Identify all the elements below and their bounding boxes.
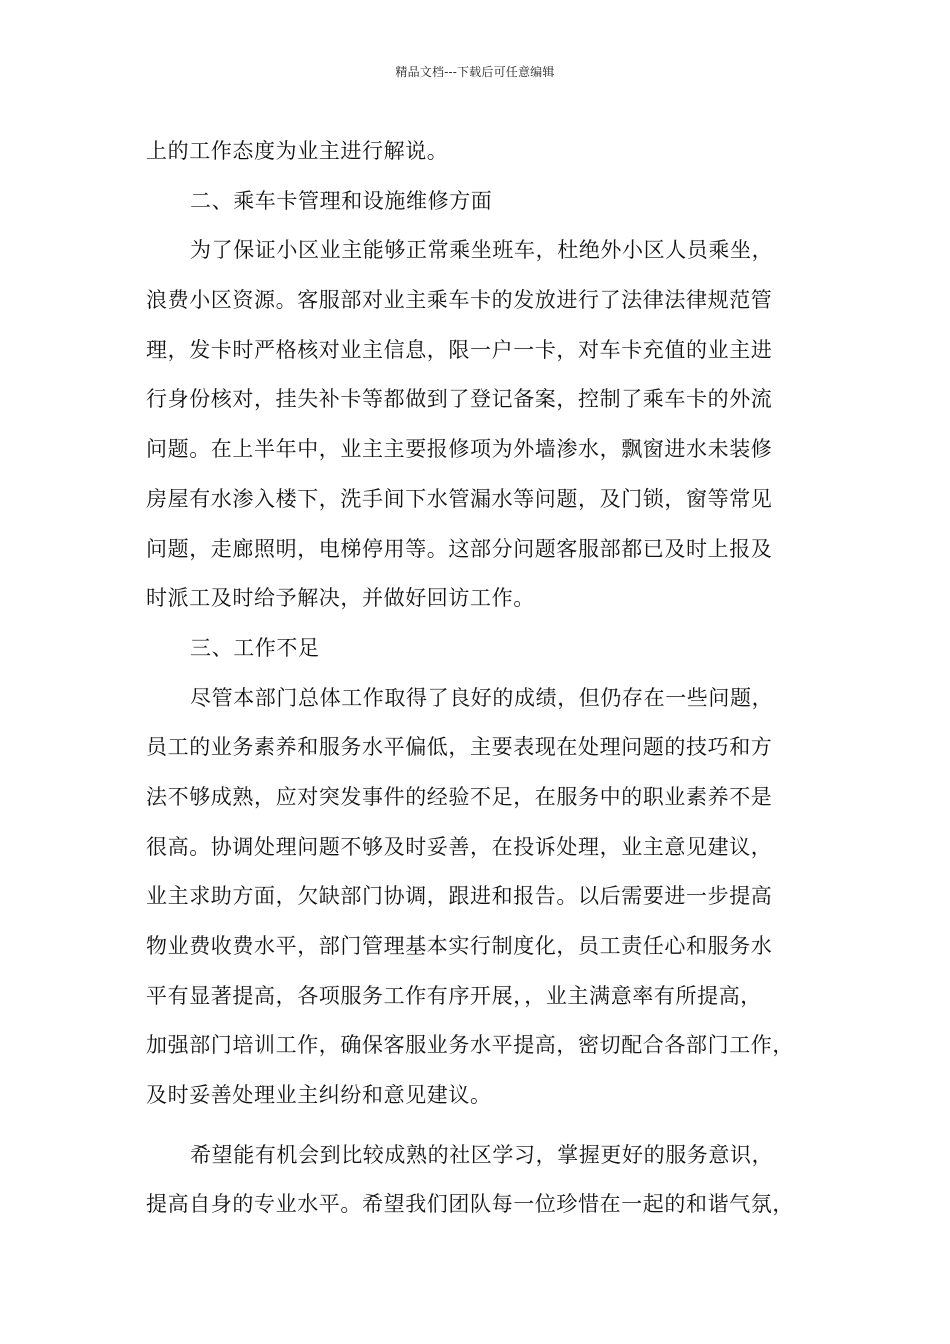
text-line: 行身份核对，挂失补卡等都做到了登记备案，控制了乘车卡的外流 bbox=[146, 387, 773, 412]
text-line: 浪费小区资源。客服部对业主乘车卡的发放进行了法律法律规范管 bbox=[146, 288, 773, 313]
text-line: 问题。在上半年中，业主主要报修项为外墙渗水，飘窗进水未装修 bbox=[146, 437, 773, 462]
section-heading: 二、乘车卡管理和设施维修方面 bbox=[190, 188, 493, 213]
text-line: 时派工及时给予解决，并做好回访工作。 bbox=[146, 586, 535, 611]
text-line: 平有显著提高，各项服务工作有序开展，，业主满意率有所提高， bbox=[146, 983, 762, 1008]
paragraph-start: 希望能有机会到比较成熟的社区学习，掌握更好的服务意识， bbox=[190, 1142, 774, 1167]
page-header: 精品文档---下载后可任意编辑 bbox=[395, 65, 555, 79]
text-line: 及时妥善处理业主纠纷和意见建议。 bbox=[146, 1083, 492, 1108]
paragraph-start: 尽管本部门总体工作取得了良好的成绩，但仍存在一些问题， bbox=[190, 685, 774, 710]
section-heading: 三、工作不足 bbox=[190, 635, 320, 660]
text-line: 加强部门培训工作，确保客服业务水平提高，密切配合各部门工作， bbox=[146, 1033, 794, 1058]
text-line: 提高自身的专业水平。希望我们团队每一位珍惜在一起的和谐气氛， bbox=[146, 1192, 794, 1217]
text-line: 员工的业务素养和服务水平偏低，主要表现在处理问题的技巧和方 bbox=[146, 735, 773, 760]
paragraph-start: 为了保证小区业主能够正常乘坐班车，杜绝外小区人员乘坐， bbox=[190, 238, 774, 263]
text-line: 很高。协调处理问题不够及时妥善，在投诉处理，业主意见建议， bbox=[146, 834, 773, 859]
paragraph-gap bbox=[146, 1121, 826, 1131]
body-text bbox=[146, 127, 826, 1230]
text-line: 法不够成熟，应对突发事件的经验不足，在服务中的职业素养不是 bbox=[146, 784, 773, 809]
text-line: 业主求助方面，欠缺部门协调，跟进和报告。以后需要进一步提高 bbox=[146, 884, 773, 909]
text-line: 物业费收费水平，部门管理基本实行制度化，员工责任心和服务水 bbox=[146, 934, 773, 958]
text-line: 上的工作态度为业主进行解说。 bbox=[146, 139, 449, 163]
text-line: 理，发卡时严格核对业主信息，限一户一卡，对车卡充值的业主进 bbox=[146, 337, 773, 362]
text-line: 问题，走廊照明，电梯停用等。这部分问题客服部都已及时上报及 bbox=[146, 536, 773, 561]
text-line: 房屋有水渗入楼下，洗手间下水管漏水等问题，及门锁，窗等常见 bbox=[146, 486, 773, 511]
